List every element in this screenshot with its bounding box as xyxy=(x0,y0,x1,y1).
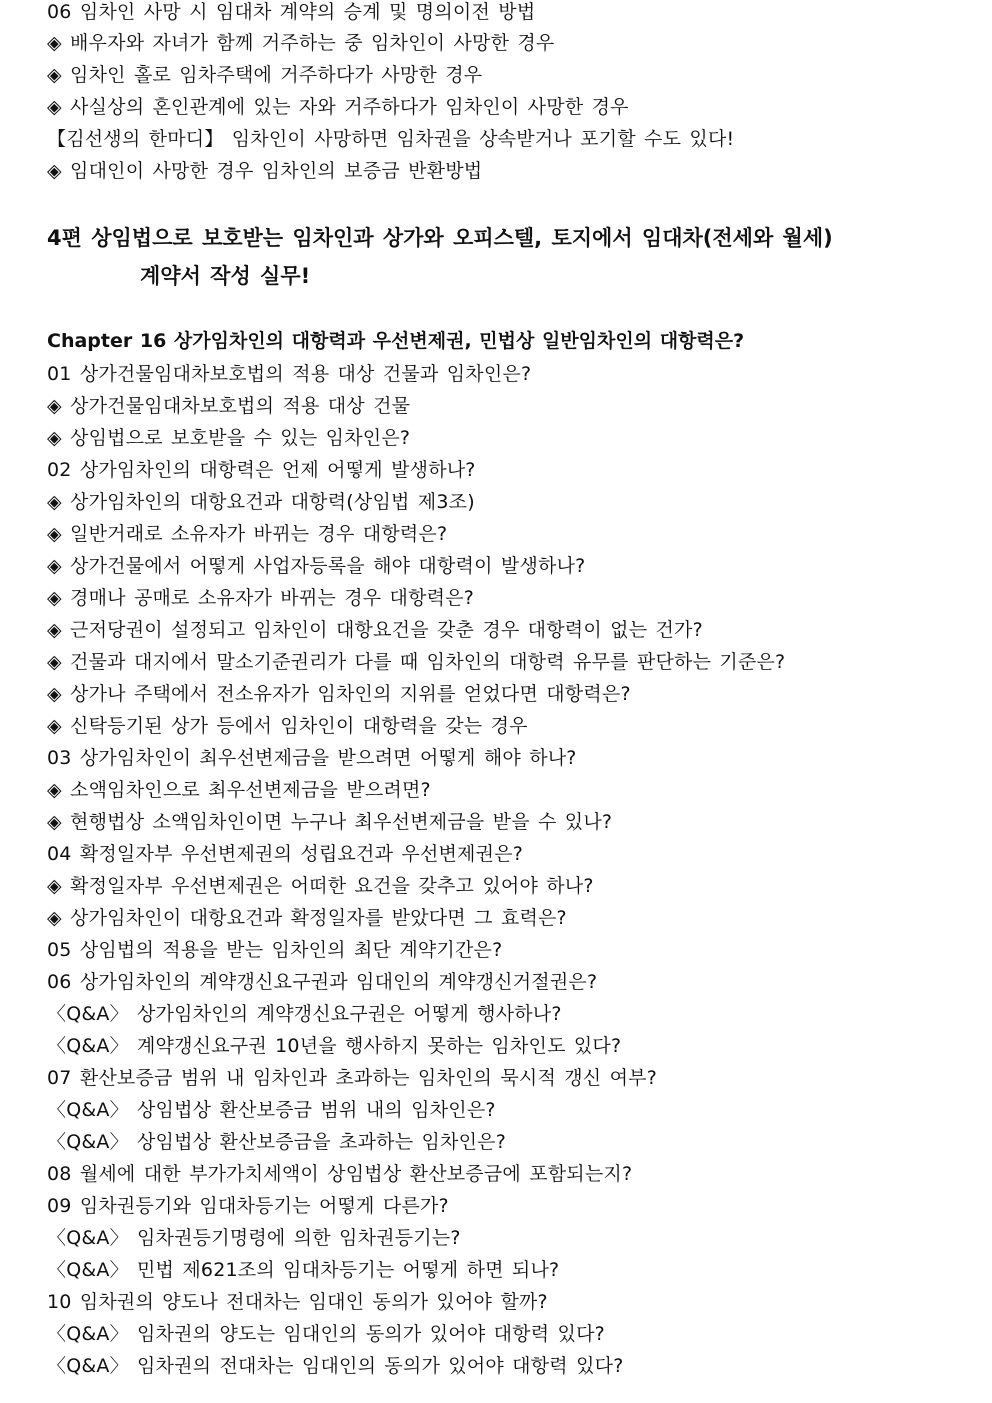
toc-item: 10 임차권의 양도나 전대차는 임대인 동의가 있어야 할까? xyxy=(47,1291,548,1313)
toc-item: 〈Q&A〉 민법 제621조의 임대차등기는 어떻게 하면 되나? xyxy=(47,1259,560,1281)
toc-item: 02 상가임차인의 대항력은 언제 어떻게 발생하나? xyxy=(47,459,476,481)
toc-item: 06 임차인 사망 시 임대차 계약의 승계 및 명의이전 방법 xyxy=(47,1,536,23)
toc-item: ◈ 임대인이 사망한 경우 임차인의 보증금 반환방법 xyxy=(47,160,483,182)
toc-item: ◈ 상가임차인의 대항요건과 대항력(상임법 제3조) xyxy=(47,491,475,513)
toc-item: ◈ 소액임차인으로 최우선변제금을 받으려면? xyxy=(47,779,431,801)
toc-item: 09 임차권등기와 임대차등기는 어떻게 다른가? xyxy=(47,1195,449,1217)
toc-item: ◈ 확정일자부 우선변제권은 어떠한 요건을 갖추고 있어야 하나? xyxy=(47,875,594,897)
toc-item: 〈Q&A〉 임차권의 전대차는 임대인의 동의가 있어야 대항력 있다? xyxy=(47,1355,624,1377)
toc-item: ◈ 임차인 홀로 임차주택에 거주하다가 사망한 경우 xyxy=(47,64,483,86)
part-title-line1: 4편 상임법으로 보호받는 임차인과 상가와 오피스텔, 토지에서 임대차(전세와 월세) xyxy=(47,226,833,250)
toc-item: 〈Q&A〉 계약갱신요구권 10년을 행사하지 못하는 임차인도 있다? xyxy=(47,1035,622,1057)
toc-item: ◈ 일반거래로 소유자가 바뀌는 경우 대항력은? xyxy=(47,523,448,545)
toc-item: 〈Q&A〉 임차권등기명령에 의한 임차권등기는? xyxy=(47,1227,461,1249)
toc-item: 05 상임법의 적용을 받는 임차인의 최단 계약기간은? xyxy=(47,939,503,961)
toc-item: ◈ 상임법으로 보호받을 수 있는 임차인은? xyxy=(47,427,411,449)
toc-item: ◈ 상가임차인이 대항요건과 확정일자를 받았다면 그 효력은? xyxy=(47,907,567,929)
toc-item: ◈ 건물과 대지에서 말소기준권리가 다를 때 임차인의 대항력 유무를 판단하는 기준은? xyxy=(47,651,786,673)
toc-item: ◈ 상가건물에서 어떻게 사업자등록을 해야 대항력이 발생하나? xyxy=(47,555,586,577)
toc-item: 〈Q&A〉 상임법상 환산보증금 범위 내의 임차인은? xyxy=(47,1099,496,1121)
toc-item: 08 월세에 대한 부가가치세액이 상임법상 환산보증금에 포함되는지? xyxy=(47,1163,633,1185)
toc-item: ◈ 상가건물임대차보호법의 적용 대상 건물 xyxy=(47,395,411,417)
toc-item: 〈Q&A〉 상임법상 환산보증금을 초과하는 임차인은? xyxy=(47,1131,506,1153)
toc-item: ◈ 사실상의 혼인관계에 있는 자와 거주하다가 임차인이 사망한 경우 xyxy=(47,96,629,118)
chapter-title: Chapter 16 상가임차인의 대항력과 우선변제권, 민법상 일반임차인의 대항력은? xyxy=(47,330,745,352)
toc-item: ◈ 신탁등기된 상가 등에서 임차인이 대항력을 갖는 경우 xyxy=(47,715,528,737)
toc-note: 【김선생의 한마디】 임차인이 사망하면 임차권을 상속받거나 포기할 수도 있다! xyxy=(47,128,735,150)
toc-item: ◈ 상가나 주택에서 전소유자가 임차인의 지위를 얻었다면 대항력은? xyxy=(47,683,631,705)
toc-item: 〈Q&A〉 임차권의 양도는 임대인의 동의가 있어야 대항력 있다? xyxy=(47,1323,605,1345)
toc-item: ◈ 근저당권이 설정되고 임차인이 대항요건을 갖춘 경우 대항력이 없는 건가? xyxy=(47,619,703,641)
toc-item: 04 확정일자부 우선변제권의 성립요건과 우선변제권은? xyxy=(47,843,524,865)
toc-item: ◈ 경매나 공매로 소유자가 바뀌는 경우 대항력은? xyxy=(47,587,475,609)
toc-item: 〈Q&A〉 상가임차인의 계약갱신요구권은 어떻게 행사하나? xyxy=(47,1003,562,1025)
toc-item: 03 상가임차인이 최우선변제금을 받으려면 어떻게 해야 하나? xyxy=(47,747,577,769)
toc-item: 07 환산보증금 범위 내 임차인과 초과하는 임차인의 묵시적 갱신 여부? xyxy=(47,1067,657,1089)
toc-item: 01 상가건물임대차보호법의 적용 대상 건물과 임차인은? xyxy=(47,363,532,385)
toc-item: ◈ 현행법상 소액임차인이면 누구나 최우선변제금을 받을 수 있나? xyxy=(47,811,613,833)
toc-item: ◈ 배우자와 자녀가 함께 거주하는 중 임차인이 사망한 경우 xyxy=(47,32,555,54)
toc-item: 06 상가임차인의 계약갱신요구권과 임대인의 계약갱신거절권은? xyxy=(47,971,598,993)
part-title-line2: 계약서 작성 실무! xyxy=(140,264,311,288)
